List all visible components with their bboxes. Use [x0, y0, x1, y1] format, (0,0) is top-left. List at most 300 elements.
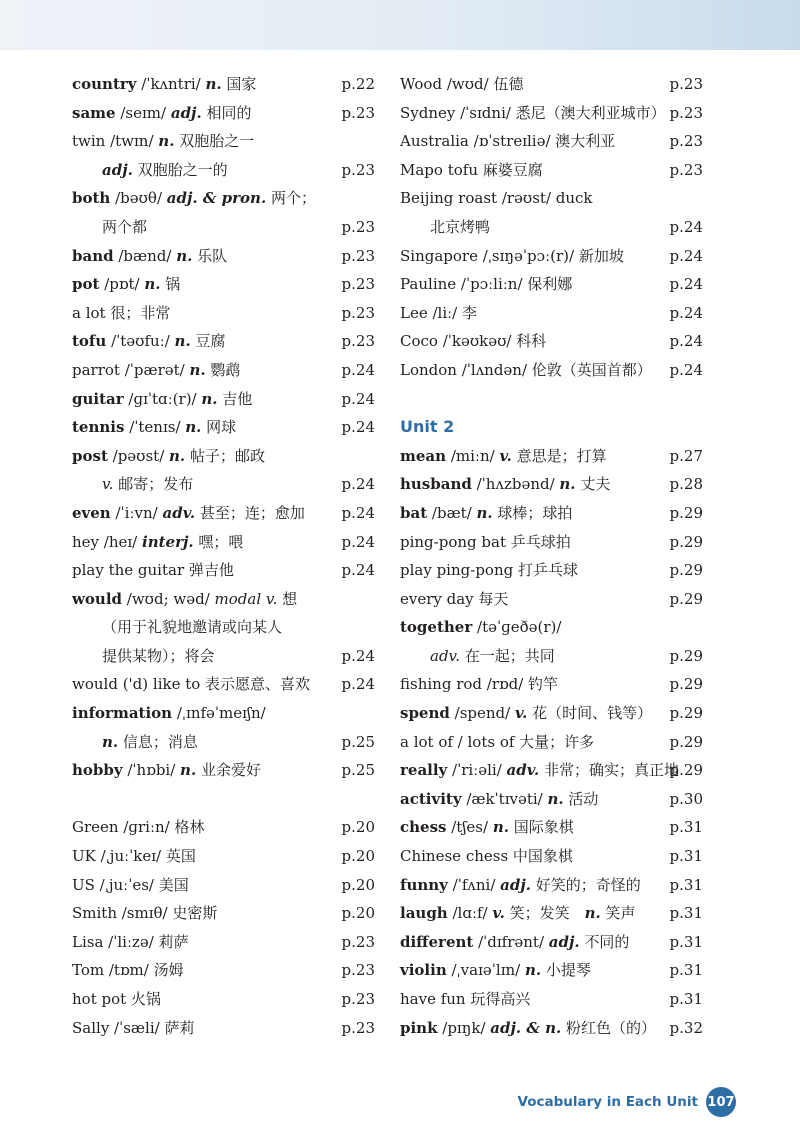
vocab-column-left [72, 70, 377, 1042]
vocab-segment: 笑声 [600, 904, 636, 923]
vocab-segment: 球棒；球拍 [492, 503, 573, 522]
page-reference: p.23 [341, 246, 375, 265]
vocab-segment: Smith /smɪθ/ 史密斯 [72, 904, 218, 923]
vocab-segment: /ˈriːəli/ [447, 761, 507, 780]
vocab-segment: Chinese chess 中国象棋 [400, 847, 573, 866]
page-reference: p.31 [669, 818, 703, 837]
vocab-entry [72, 842, 377, 871]
vocab-text [72, 813, 205, 842]
vocab-segment: 意思是；打算 [511, 446, 607, 465]
vocab-entry [72, 985, 377, 1014]
page-reference: p.24 [341, 532, 375, 551]
vocab-segment: /ˈtəʊfuː/ [106, 332, 175, 351]
page-reference: p.29 [669, 761, 703, 780]
page-reference: p.24 [341, 646, 375, 665]
vocab-entry [400, 985, 705, 1014]
vocab-text [400, 499, 572, 528]
vocab-entry [400, 871, 705, 900]
vocab-segment: adv. [506, 761, 540, 780]
vocab-segment: adj. [500, 875, 532, 894]
vocab-segment: n. [547, 789, 564, 808]
vocab-entry [400, 270, 705, 299]
vocab-text [72, 99, 251, 128]
vocab-entry [400, 156, 705, 185]
vocab-segment: 两个； [266, 189, 316, 208]
vocab-segment: n. [559, 475, 576, 494]
vocab-segment: same [72, 103, 116, 122]
vocab-segment: 小提琴 [541, 961, 591, 980]
vocab-segment: 非常；确实；真正地 [539, 761, 679, 780]
vocab-segment: play the guitar 弹吉他 [72, 561, 234, 580]
vocab-entry [72, 670, 377, 699]
vocab-entry [400, 127, 705, 156]
vocab-entry [72, 213, 377, 242]
vocab-segment: 花（时间、钱等） [527, 704, 653, 723]
vocab-segment: hey /heɪ/ [72, 532, 142, 551]
vocab-segment: 提供某物）；将会 [102, 646, 215, 665]
vocab-segment: v. [492, 904, 505, 923]
vocab-segment: 想 [277, 589, 298, 608]
vocab-segment: different [400, 932, 474, 951]
vocab-segment: mean [400, 446, 447, 465]
vocab-text [400, 156, 543, 185]
vocab-entry [72, 585, 377, 614]
vocab-segment: /ˈtenɪs/ [124, 418, 186, 437]
vocab-segment: activity [400, 789, 462, 808]
vocab-entry [72, 899, 377, 928]
vocab-segment: would [72, 589, 123, 608]
vocab-segment: v. [514, 704, 528, 723]
page-reference: p.29 [669, 532, 703, 551]
vocab-entry [400, 642, 705, 671]
vocab-segment: really [400, 761, 448, 780]
vocab-entry [400, 785, 705, 814]
vocab-segment: band [72, 246, 114, 265]
vocab-segment: n. [189, 360, 206, 379]
vocab-text [400, 670, 558, 699]
vocab-segment: guitar [72, 389, 124, 408]
page-reference: p.23 [669, 103, 703, 122]
page-reference: p.29 [669, 675, 703, 694]
vocab-segment: /wʊd; wəd/ [122, 589, 215, 608]
vocab-segment: interj. [142, 532, 194, 551]
vocab-entry [72, 385, 377, 414]
vocab-segment: 吉他 [217, 389, 253, 408]
vocab-text [400, 842, 573, 871]
vocab-entry [400, 613, 705, 642]
vocab-segment: Beijing roast /rəʊst/ duck [400, 189, 593, 208]
vocab-text [72, 756, 261, 785]
page-reference: p.31 [669, 875, 703, 894]
vocab-segment: 鹦鹉 [205, 360, 241, 379]
vocab-segment: /ˌvaɪəˈlɪn/ [446, 961, 525, 980]
vocab-segment: 活动 [563, 789, 599, 808]
vocab-segment: fishing rod /rɒd/ 钓竿 [400, 675, 559, 694]
vocab-segment: information [72, 704, 173, 723]
page-reference: p.31 [669, 990, 703, 1008]
vocab-text [72, 670, 310, 699]
vocab-segment: London /ˈlʌndən/ 伦敦（英国首都） [400, 360, 652, 379]
vocab-entry [400, 928, 705, 957]
vocab-entry [400, 1014, 705, 1043]
page-reference: p.20 [341, 904, 375, 923]
vocab-segment: chess [400, 818, 447, 837]
vocab-segment: Lee /liː/ 李 [400, 303, 478, 322]
vocab-segment: spend [400, 704, 450, 723]
vocab-segment: 锅 [160, 275, 181, 294]
vocab-segment: 网球 [201, 418, 237, 437]
page-reference: p.31 [669, 932, 703, 951]
vocab-segment: n. [158, 132, 175, 151]
vocab-segment: /spend/ [449, 704, 515, 723]
vocab-segment: Lisa /ˈliːzə/ 莉萨 [72, 932, 189, 951]
vocab-entry [72, 127, 377, 156]
page-reference: p.23 [341, 961, 375, 980]
vocab-entry [72, 499, 377, 528]
vocab-segment: Tom /tɒm/ 汤姆 [72, 961, 184, 980]
vocab-text [72, 70, 256, 99]
vocab-segment: /ˈiːvn/ [110, 503, 163, 522]
vocab-segment: a lot of / lots of 大量；许多 [400, 732, 595, 751]
vocab-segment: /tʃes/ [446, 818, 493, 837]
vocab-segment: 业余爱好 [196, 761, 261, 780]
vocab-segment: /ˈkʌntri/ [136, 75, 206, 93]
vocab-segment: Mapo tofu 麻婆豆腐 [400, 160, 543, 179]
footer-section-title: Vocabulary in Each Unit [517, 1094, 698, 1110]
page-reference: p.29 [669, 732, 703, 751]
vocab-segment: n. [185, 418, 202, 437]
vocab-segment: n. [492, 818, 509, 837]
vocab-segment: 双胞胎之一的 [132, 160, 228, 179]
vocab-text [72, 385, 252, 414]
vocab-text [72, 270, 180, 299]
vocab-entry [72, 470, 377, 499]
vocab-entry [400, 327, 705, 356]
vocab-segment: Australia /ɒˈstreɪliə/ 澳大利亚 [400, 132, 616, 151]
vocab-text [400, 728, 594, 757]
vocab-entry [400, 528, 705, 557]
vocab-entry [400, 213, 705, 242]
vocab-segment: 好笑的；奇怪的 [531, 875, 641, 894]
vocab-entry [72, 956, 377, 985]
vocab-text [400, 585, 508, 614]
vocab-entry [400, 756, 705, 785]
vocab-segment: country [72, 75, 137, 93]
vocab-text [72, 585, 297, 614]
vocab-text [400, 642, 555, 671]
vocab-entry [72, 270, 377, 299]
vocab-text [400, 299, 477, 328]
vocab-segment: 相同的 [201, 103, 252, 122]
vocab-segment: /ɡɪˈtɑː(r)/ [123, 389, 202, 408]
vocab-segment: 不同的 [579, 932, 630, 951]
vocab-segment: bat [400, 503, 428, 522]
vocab-entry [400, 556, 705, 585]
page-reference: p.25 [341, 761, 375, 780]
vocab-text [400, 928, 629, 957]
vocab-segment: Singapore /ˌsɪŋəˈpɔː(r)/ 新加坡 [400, 246, 624, 265]
vocab-segment: hot pot 火锅 [72, 990, 161, 1008]
vocab-segment: husband [400, 475, 472, 494]
vocab-segment: adj. [102, 160, 133, 179]
vocab-text [400, 470, 610, 499]
page-reference: p.32 [669, 1018, 703, 1037]
vocab-text [72, 470, 193, 499]
vocab-segment: play ping-pong 打乒乓球 [400, 561, 578, 580]
vocab-text [72, 356, 240, 385]
vocab-segment: /bænd/ [113, 246, 177, 265]
vocab-text [400, 813, 574, 842]
vocab-segment: 国家 [221, 75, 257, 93]
page-reference: p.24 [341, 389, 375, 408]
vocab-segment: /ækˈtɪvəti/ [461, 789, 548, 808]
vocab-segment: /bəʊθ/ [110, 189, 167, 208]
vocab-entry [400, 442, 705, 471]
vocab-entry [400, 842, 705, 871]
vocab-text [72, 127, 254, 156]
vocab-text [72, 613, 282, 642]
vocab-segment: tennis [72, 418, 125, 437]
vocab-entry [400, 699, 705, 728]
vocab-entry [400, 99, 705, 128]
vocab-entry [400, 470, 705, 499]
page-reference: p.29 [669, 589, 703, 608]
page-reference: p.31 [669, 847, 703, 866]
vocab-entry [72, 184, 377, 213]
page-reference: p.27 [669, 446, 703, 465]
vocab-entry [72, 642, 377, 671]
page-reference: p.23 [341, 160, 375, 179]
vocab-text [400, 356, 652, 385]
vocab-segment: Pauline /ˈpɔːliːn/ 保利娜 [400, 275, 573, 294]
page-reference: p.24 [669, 275, 703, 294]
vocab-text [400, 184, 593, 213]
vocab-entry [72, 327, 377, 356]
vocab-segment: modal v. [214, 589, 278, 608]
vocab-segment: adj. & n. [490, 1018, 562, 1037]
vocab-text [400, 442, 607, 471]
vocab-segment: 豆腐 [190, 332, 226, 351]
vocab-entry [400, 184, 705, 213]
unit-heading: Unit 2 [400, 417, 455, 437]
vocab-segment: Sydney /ˈsɪdni/ 悉尼（澳大利亚城市） [400, 103, 666, 122]
vocab-entry [400, 728, 705, 757]
vocab-text [400, 556, 578, 585]
vocab-segment: 信息；消息 [118, 732, 198, 751]
vocab-segment: n. [201, 389, 218, 408]
vocab-entry [72, 442, 377, 471]
vocab-segment: US /ˌjuːˈes/ 美国 [72, 875, 189, 894]
vocab-segment: adv. [162, 503, 196, 522]
vocab-text [400, 327, 546, 356]
vocab-segment: UK /ˌjuːˈkeɪ/ 英国 [72, 847, 196, 866]
vocab-segment: 双胞胎之一 [174, 132, 255, 151]
vocab-text [400, 613, 561, 642]
vocab-segment: /pɪŋk/ [437, 1018, 491, 1037]
vocab-segment: /seɪm/ [115, 103, 171, 122]
vocab-segment: v. [499, 446, 512, 465]
vocab-text [72, 871, 189, 900]
page-reference: p.23 [341, 303, 375, 322]
vocab-entry [400, 242, 705, 271]
vocab-text [400, 956, 591, 985]
page-reference: p.29 [669, 561, 703, 580]
vocab-segment: /pɒt/ [99, 275, 145, 294]
vocab-segment: even [72, 503, 111, 522]
vocab-entry [72, 1014, 377, 1043]
vocab-segment: /lɑːf/ [447, 904, 493, 923]
page-reference: p.31 [669, 961, 703, 980]
vocab-entry [400, 956, 705, 985]
vocab-segment: post [72, 446, 108, 465]
vocab-text [400, 127, 615, 156]
vocab-segment: Green /ɡriːn/ 格林 [72, 818, 205, 837]
vocab-text [400, 1014, 656, 1043]
vocab-segment: 丈夫 [575, 475, 611, 494]
vocab-entry [400, 670, 705, 699]
vocab-segment: n. [584, 904, 601, 923]
vocab-segment: parrot /ˈpærət/ [72, 360, 190, 379]
vocab-segment: hobby [72, 761, 123, 780]
vocab-segment: Wood /wʊd/ 伍德 [400, 75, 524, 93]
vocab-segment: n. [524, 961, 542, 980]
vocab-segment: together [400, 618, 473, 637]
vocab-segment: /pəʊst/ [107, 446, 170, 465]
page-reference: p.28 [669, 475, 703, 494]
vocab-text [72, 985, 161, 1014]
vocab-entry [72, 756, 377, 785]
vocab-entry [400, 356, 705, 385]
vocab-segment: /ˈdɪfrənt/ [473, 932, 549, 951]
vocab-segment: 两个都 [102, 217, 148, 236]
vocab-text [400, 70, 523, 99]
page-reference: p.24 [341, 475, 375, 494]
vocab-segment: /bæt/ [427, 503, 477, 522]
vocab-entry [72, 356, 377, 385]
page-reference: p.24 [341, 418, 375, 437]
vocab-segment: 甚至；连；愈加 [195, 503, 305, 522]
vocab-segment: adj. & pron. [166, 189, 267, 208]
vocab-segment: twin /twɪn/ [72, 132, 159, 151]
page-reference: p.24 [341, 561, 375, 580]
vocab-segment: every day 每天 [400, 589, 509, 608]
vocab-segment: /təˈɡeðə(r)/ [472, 618, 562, 637]
vocab-segment: n. [476, 503, 493, 522]
page-reference: p.23 [669, 75, 703, 93]
vocab-text [72, 899, 217, 928]
page-reference: p.30 [669, 789, 703, 808]
vocab-entry [400, 585, 705, 614]
vocab-text [72, 442, 265, 471]
vocab-segment: adj. [548, 932, 580, 951]
page-reference: p.24 [669, 303, 703, 322]
page-reference: p.23 [341, 103, 375, 122]
vocab-segment: /ˈhʌzbənd/ [471, 475, 560, 494]
vocab-text [400, 871, 641, 900]
vocab-text [72, 928, 189, 957]
vocab-entry [400, 70, 705, 99]
page-reference: p.20 [341, 875, 375, 894]
vocab-segment: Coco /ˈkəʊkəʊ/ 科科 [400, 332, 547, 351]
vocab-entry [400, 299, 705, 328]
vocab-entry [400, 813, 705, 842]
vocab-segment: 粉红色（的） [561, 1018, 657, 1037]
vocab-text [400, 270, 572, 299]
page-reference: p.23 [341, 1018, 375, 1037]
vocab-text [400, 213, 490, 242]
vocab-segment: funny [400, 875, 448, 894]
vocab-entry [72, 99, 377, 128]
vocab-text [72, 184, 316, 213]
vocab-segment: （用于礼貌地邀请或向某人 [102, 618, 283, 637]
vocab-text [72, 242, 227, 271]
vocab-segment: 乐队 [192, 246, 228, 265]
vocab-segment: 嘿；喂 [193, 532, 244, 551]
vocab-text [400, 528, 571, 557]
vocab-entry [400, 899, 705, 928]
vocab-entry [72, 156, 377, 185]
vocab-entry [72, 556, 377, 585]
page-reference: p.25 [341, 732, 375, 751]
vocab-text [72, 499, 305, 528]
vocab-segment: /miːn/ [446, 446, 500, 465]
vocab-segment: ping-pong bat 乒乓球拍 [400, 532, 571, 551]
vocab-text [72, 956, 184, 985]
vocab-text [72, 413, 236, 442]
page-reference: p.24 [669, 332, 703, 351]
vocab-segment: /ˌɪnfəˈmeɪʃn/ [172, 704, 266, 723]
vocab-segment: n. [180, 761, 197, 780]
page-reference: p.29 [669, 646, 703, 665]
vocab-segment: n. [176, 246, 193, 265]
vocab-segment: a lot 很；非常 [72, 303, 171, 322]
vocab-segment: pink [400, 1018, 438, 1037]
vocab-text [72, 1014, 194, 1043]
top-color-band [0, 0, 800, 50]
vocab-text [72, 699, 266, 728]
vocab-text [400, 99, 666, 128]
page-reference: p.23 [669, 132, 703, 151]
vocab-text [72, 327, 225, 356]
vocab-text [72, 642, 215, 671]
vocab-text [400, 756, 679, 785]
vocab-text [72, 299, 170, 328]
vocab-entry [72, 299, 377, 328]
vocab-entry [72, 242, 377, 271]
page-reference: p.23 [341, 275, 375, 294]
vocab-segment: 北京烤鸭 [430, 217, 491, 236]
page-reference: p.24 [669, 246, 703, 265]
vocab-text [400, 242, 624, 271]
vocab-segment: adv. [430, 646, 461, 665]
vocab-entry [72, 928, 377, 957]
page-reference: p.24 [341, 675, 375, 694]
vocab-segment: pot [72, 275, 100, 294]
page-footer [517, 1087, 736, 1117]
vocab-entry [72, 413, 377, 442]
vocab-text [72, 556, 234, 585]
vocab-text [400, 785, 598, 814]
vocab-entry [72, 613, 377, 642]
vocab-text [72, 728, 198, 757]
vocab-segment: tofu [72, 332, 107, 351]
vocab-segment: Sally /ˈsæli/ 萨莉 [72, 1018, 195, 1037]
page-reference: p.23 [341, 332, 375, 351]
vocab-segment: n. [102, 732, 119, 751]
vocab-text [400, 899, 636, 928]
vocab-segment: violin [400, 961, 447, 980]
vocab-segment: v. [102, 475, 114, 494]
